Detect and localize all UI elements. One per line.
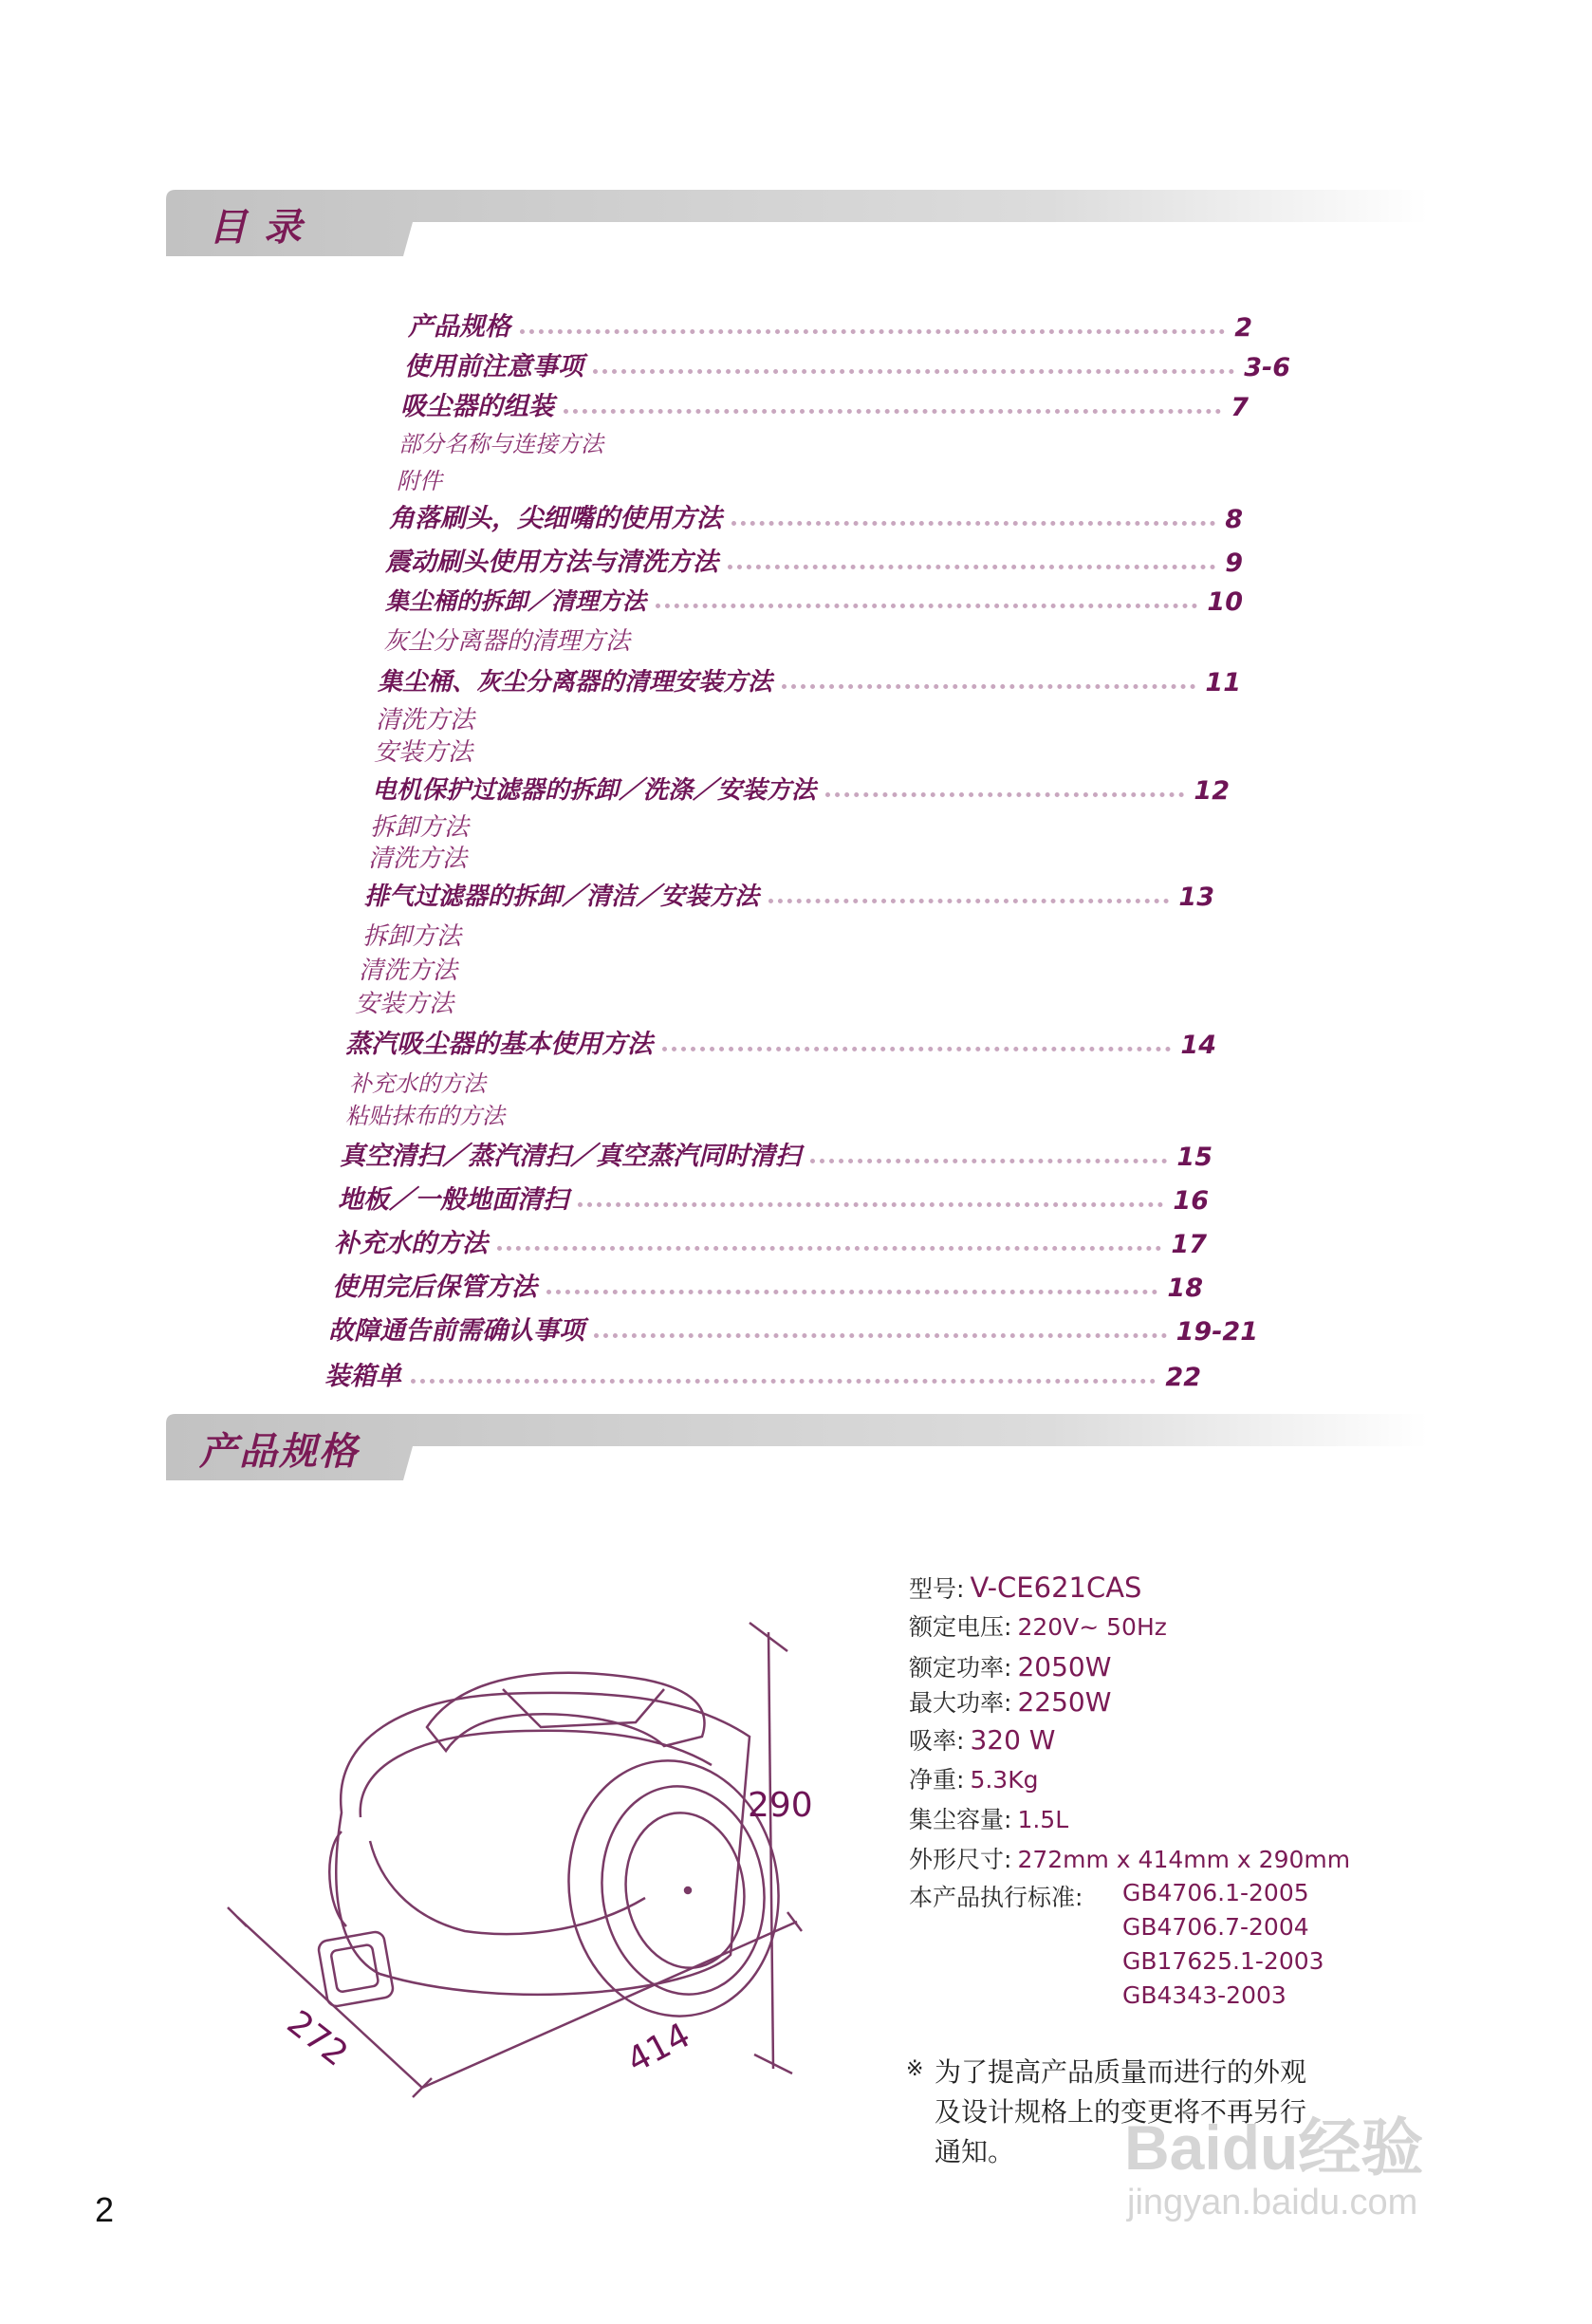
- toc-subitem[interactable]: 清洗方法: [368, 845, 468, 873]
- toc-item-page: 9: [1225, 548, 1243, 578]
- toc-item[interactable]: [338, 1179, 1209, 1216]
- note-mark: ※: [906, 2057, 924, 2081]
- spec-power: 额定功率: 2050W: [909, 1651, 1112, 1683]
- dimension-depth-label: 272: [279, 2003, 356, 2074]
- toc-item-title: 电机保护过滤器的拆卸／洗涤／安装方法: [372, 776, 817, 805]
- toc-item[interactable]: [385, 541, 1243, 578]
- toc-subitem[interactable]: 补充水的方法: [349, 1070, 486, 1097]
- toc-item[interactable]: [400, 385, 1249, 422]
- toc-item-title: 蒸汽吸尘器的基本使用方法: [345, 1030, 653, 1059]
- toc-item-page: 17: [1171, 1230, 1207, 1259]
- leader-dots: [520, 329, 1225, 334]
- toc-item-page: 12: [1194, 776, 1230, 806]
- toc-header-band: [166, 190, 1428, 256]
- dimension-height-label: 290: [748, 1786, 813, 1825]
- toc-item[interactable]: [408, 306, 1252, 343]
- toc-item[interactable]: [324, 1355, 1201, 1392]
- leader-dots: [825, 792, 1184, 797]
- toc-item-title: 角落刷头，尖细嘴的使用方法: [389, 504, 722, 533]
- toc-subitem[interactable]: 清洗方法: [376, 706, 475, 734]
- toc-item-page: 10: [1207, 587, 1243, 617]
- leader-dots: [564, 409, 1221, 414]
- toc-item-title: 集尘桶的拆卸／清理方法: [385, 587, 647, 615]
- spec-standard-item: GB4706.7-2004: [1122, 1913, 1309, 1941]
- toc-item[interactable]: [385, 583, 1243, 617]
- toc-item[interactable]: [345, 1023, 1216, 1060]
- leader-dots: [578, 1202, 1163, 1207]
- spec-standard: 本产品执行标准:: [909, 1884, 1083, 1911]
- leader-dots: [731, 521, 1215, 526]
- toc-item-title: 装箱单: [324, 1362, 401, 1391]
- spec-max-power: 最大功率: 2250W: [909, 1686, 1112, 1718]
- toc-item-page: 7: [1231, 393, 1249, 422]
- toc-item-title: 补充水的方法: [334, 1229, 488, 1258]
- toc-item[interactable]: [364, 877, 1214, 912]
- toc-item-title: 使用前注意事项: [404, 352, 583, 381]
- spec-voltage: 额定电压: 220V~ 50Hz: [909, 1613, 1167, 1641]
- spec-title: 产品规格: [199, 1430, 359, 1474]
- toc-item-page: 19-21: [1175, 1317, 1258, 1347]
- spec-standard-item: GB17625.1-2003: [1122, 1947, 1324, 1975]
- toc-item[interactable]: [404, 345, 1290, 382]
- toc-item-title: 地板／一般地面清扫: [338, 1185, 568, 1215]
- spec-header-band: [166, 1414, 1428, 1480]
- toc-item-page: 3-6: [1244, 353, 1290, 382]
- toc-item-title: 吸尘器的组装: [400, 392, 554, 421]
- toc-item-page: 13: [1178, 883, 1214, 912]
- toc-subitem[interactable]: 拆卸方法: [370, 813, 470, 842]
- spec-suction: 吸率: 320 W: [909, 1724, 1056, 1756]
- toc-item-title: 故障通告前需确认事项: [328, 1316, 584, 1346]
- toc-item-page: 11: [1205, 668, 1241, 697]
- leader-dots: [656, 604, 1197, 608]
- toc-subitem[interactable]: 粘贴抹布的方法: [345, 1103, 505, 1129]
- leader-dots: [782, 684, 1195, 689]
- toc-subitem[interactable]: 部分名称与连接方法: [398, 431, 603, 457]
- header-band-shape: [166, 190, 1428, 256]
- toc-subitem[interactable]: 安装方法: [355, 990, 454, 1018]
- leader-dots: [411, 1379, 1156, 1384]
- toc-item[interactable]: [334, 1222, 1207, 1259]
- dimension-width-label: 414: [620, 2016, 697, 2081]
- toc-item-title: 震动刷头使用方法与清洗方法: [385, 548, 718, 577]
- toc-item-title: 使用完后保管方法: [332, 1273, 537, 1302]
- toc-item-title: 产品规格: [408, 312, 510, 342]
- vacuum-cleaner-illustration: [218, 1594, 901, 2183]
- spec-weight: 净重: 5.3Kg: [909, 1766, 1039, 1794]
- toc-item-page: 14: [1180, 1031, 1216, 1060]
- toc-item[interactable]: [389, 497, 1243, 534]
- toc-item-page: 2: [1234, 313, 1252, 343]
- spec-size: 外形尺寸: 272mm x 414mm x 290mm: [909, 1846, 1351, 1873]
- toc-subitem[interactable]: 清洗方法: [359, 957, 458, 985]
- toc-subitem[interactable]: 拆卸方法: [362, 922, 462, 951]
- toc-item[interactable]: [378, 662, 1241, 697]
- spec-model: 型号: V-CE621CAS: [909, 1571, 1142, 1604]
- page-number: 2: [95, 2190, 115, 2229]
- toc-title: 目 录: [209, 206, 304, 250]
- spec-standard-item: GB4343-2003: [1122, 1981, 1287, 2009]
- toc-item-title: 集尘桶、灰尘分离器的清理安装方法: [378, 668, 773, 697]
- leader-dots: [768, 899, 1169, 903]
- leader-dots: [810, 1159, 1167, 1163]
- toc-item[interactable]: [328, 1310, 1258, 1347]
- spec-standard-item: GB4706.1-2005: [1122, 1879, 1309, 1906]
- toc-item[interactable]: [332, 1266, 1203, 1303]
- toc-item-page: 15: [1176, 1143, 1213, 1172]
- leader-dots: [594, 1333, 1167, 1338]
- spec-capacity: 集尘容量: 1.5L: [909, 1806, 1069, 1833]
- toc-item-page: 16: [1173, 1186, 1209, 1216]
- toc-item-page: 22: [1165, 1363, 1201, 1392]
- leader-dots: [728, 565, 1215, 569]
- note-line: 通知。: [935, 2136, 1015, 2167]
- toc-item[interactable]: [372, 771, 1230, 806]
- toc-item-title: 排气过滤器的拆卸／清洁／安装方法: [364, 883, 760, 911]
- leader-dots: [593, 369, 1234, 374]
- toc-item-page: 18: [1167, 1274, 1203, 1303]
- toc-item-title: 真空清扫／蒸汽清扫／真空蒸汽同时清扫: [340, 1142, 801, 1171]
- note-line: 及设计规格上的变更将不再另行: [935, 2096, 1307, 2128]
- toc-subitem[interactable]: 附件: [397, 468, 442, 494]
- toc-subitem[interactable]: 灰尘分离器的清理方法: [383, 627, 631, 656]
- toc-item[interactable]: [340, 1135, 1213, 1172]
- toc-subitem[interactable]: 安装方法: [374, 738, 473, 767]
- watermark-url: jingyan.baidu.com: [1127, 2183, 1418, 2222]
- watermark-brand: Baidu经验: [1124, 2112, 1424, 2183]
- leader-dots: [662, 1047, 1171, 1051]
- leader-dots: [497, 1246, 1161, 1251]
- note-line: 为了提高产品质量而进行的外观: [935, 2056, 1307, 2088]
- toc-item-page: 8: [1225, 505, 1243, 534]
- leader-dots: [546, 1290, 1157, 1294]
